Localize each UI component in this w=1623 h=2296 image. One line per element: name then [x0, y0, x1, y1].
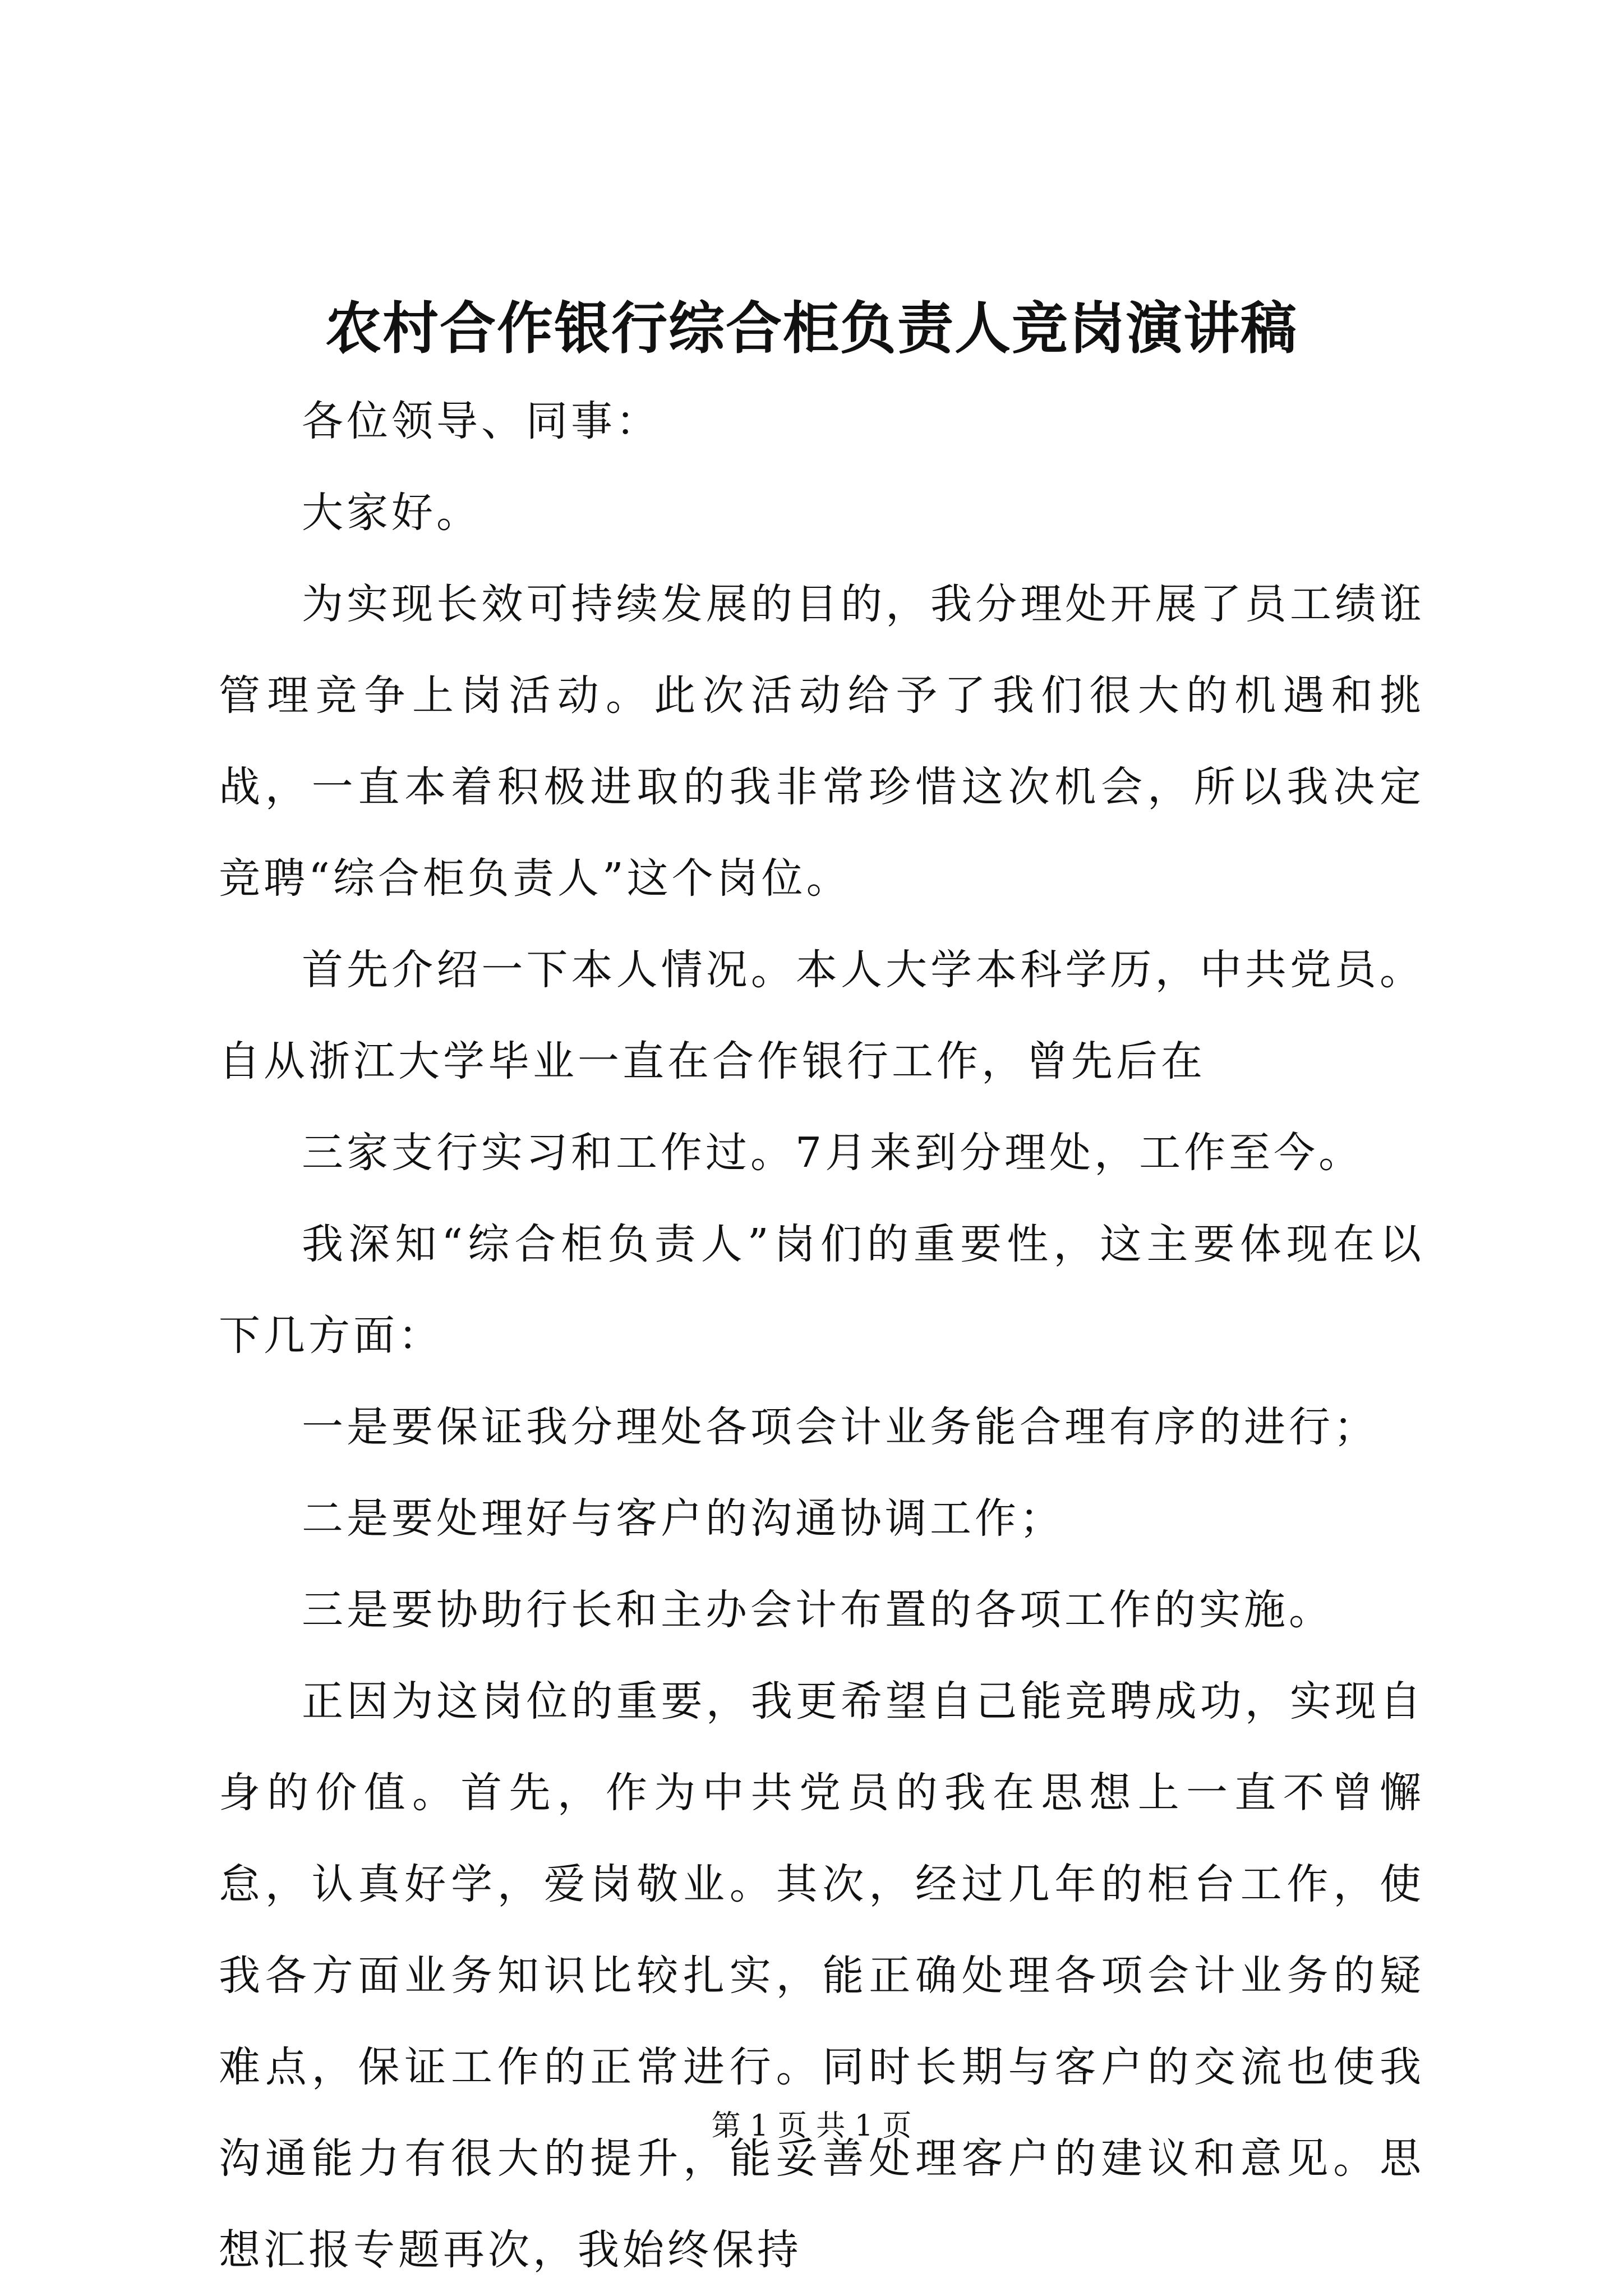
paragraph-importance: 我深知“综合柜负责人”岗们的重要性，这主要体现在以下几方面：: [219, 1220, 1424, 1360]
paragraph-salutation: 各位领导、同事：: [302, 397, 661, 445]
paragraph-self-intro: 首先介绍一下本人情况。本人大学本科学历，中共党员。自从浙江大学毕业一直在合作银行工作，曾先后在: [219, 946, 1424, 1085]
paragraph-point-one: 一是要保证我分理处各项会计业务能合理有序的进行；: [302, 1403, 1378, 1451]
paragraph-point-two: 二是要处理好与客户的沟通协调工作；: [302, 1494, 1064, 1543]
paragraph-intro: 为实现长效可持续发展的目的，我分理处开展了员工绩诳管理竞争上岗活动。此次活动给予了我们很大的机遇和挑战，一直本着积极进取的我非常珍惜这次机会，所以我决定竞聘“综合柜负责人”这个岗位。: [219, 580, 1424, 903]
paragraph-point-three: 三是要协助行长和主办会计布置的各项工作的实施。: [302, 1586, 1334, 1634]
paragraph-greeting: 大家好。: [302, 489, 481, 537]
paragraph-qualifications: 正因为这岗位的重要，我更希望自己能竞聘成功，实现自身的价值。首先，作为中共党员的我在思想上一直不曾懈怠，认真好学，爱岗敬业。其次，经过几年的柜台工作，使我各方面业务知识比较扎实，能正确处理各项会计业务的疑难点，保证工作的正常进行。同时长期与客户的交流也使我沟通能力有很大的提升，能妥善处理客户的建议和意见。思想汇报专题再次，我始终保持: [219, 1677, 1424, 2274]
page-footer: 第 1 页 共 1 页: [711, 2109, 912, 2143]
document-body: [219, 376, 1424, 2296]
paragraph-work-history: 三家支行实习和工作过。7月来到分理处，工作至今。: [302, 1129, 1364, 1177]
document-title: 农村合作银行综合柜负责人竞岗演讲稿: [325, 295, 1298, 361]
